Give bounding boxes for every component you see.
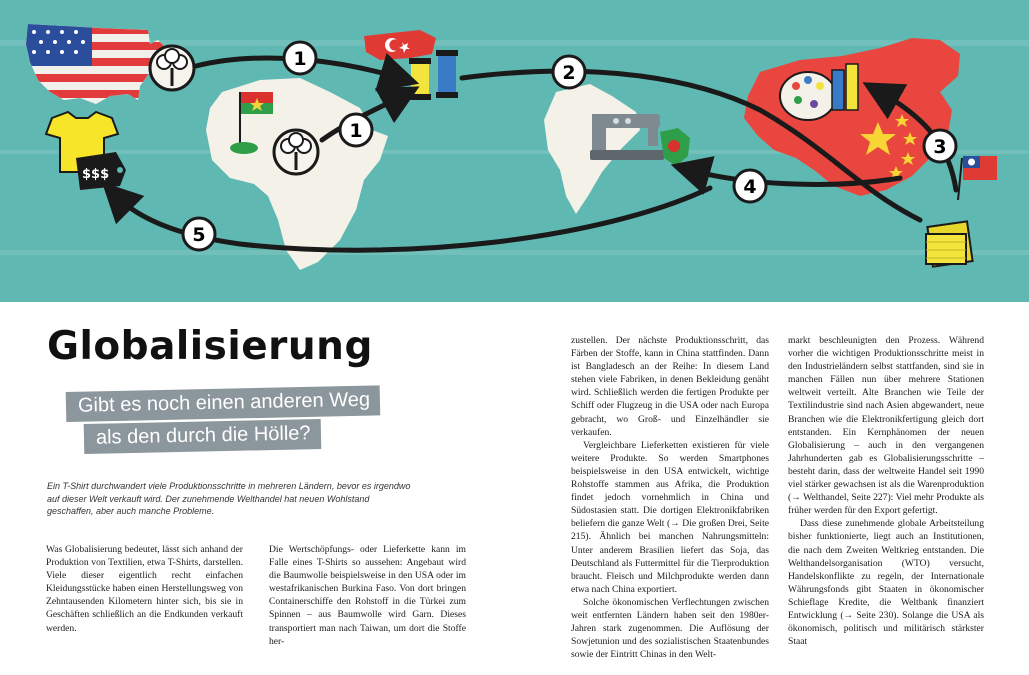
cotton-plant-icon: [150, 46, 194, 90]
paragraph: Was Globalisierung bedeutet, lässt sich anhand der Produktion von Textilien, etwa T-Shirts, darstellen. Viele dieser eigentlich recht einfachen Kleidungsstücke haben einen Herstellungsweg von Zehntausenden Kilometern hinter sich, bis sie in Geschäften schließlich an die Endkunden verkauft werden.: [46, 544, 243, 634]
step-number: 5: [192, 224, 206, 246]
step-number: 1: [293, 48, 307, 70]
paragraph: markt beschleunigten den Prozess. Während vorher die wichtigen Produktionsschritte meist in den Industrieländern selbst stattfanden, sind sie in manchen Fällen nun über mehrere Stationen weltweit verteilt. Alte Branchen wie Teile der Textilindustrie sind nach Asien abgewandert, neue Branchen wie die Elektronikfertigung gleich dort entstanden. Ein Kernphänomen der neuen Globalisierung – auch in den vergangenen Jahrhunderten gab es Globalisierungsschritte – besteht darin, dass der weltweite Handel seit 1990 viel stärker gewachsen ist als die Warenproduktion (→ Welthandel, Seite 227): Viel mehr Produkte als früher werden für den Export gefertigt.: [788, 335, 984, 517]
page-title: Globalisierung: [47, 324, 373, 369]
globalization-supply-chain-illustration: [0, 0, 1029, 302]
paragraph: zustellen. Der nächste Produktionsschritt, das Färben der Stoffe, kann in China stattfinden. Dann ist Bangladesch an der Reihe: In diesem Land stehen viele Fabriken, in denen Bekleidung genäht wird. Schließlich werden die fertigen Produkte per Schiff oder Flugzeug in die USA oder nach Europa gebracht, wo Groß- und Einzelhändler sie verkaufen.: [571, 335, 769, 438]
price-tag-icon: [76, 152, 126, 190]
step-number: 4: [743, 176, 757, 198]
step-badge-4: [734, 170, 766, 202]
paragraph: Die Wertschöpfungs- oder Lieferkette kann im Falle eines T-Shirts so aussehen: Angebaut wird die Baumwolle beispielsweise in den USA oder im westafrikanischen Burkina Faso. Von dort bringen Containerschiffe den Rohstoff in die Türkei zum Spinnen – aus Baumwolle wird Garn. Dieses transportiert man nach Taiwan, um dort die Stoffe her-: [269, 544, 466, 647]
fabric-swatches-icon: [926, 221, 973, 266]
step-number: 1: [349, 120, 363, 142]
text-column-4: [788, 334, 984, 648]
step-badge-2: [553, 56, 585, 88]
step-badge-5: [183, 218, 215, 250]
price-tag-label: $$$: [82, 167, 110, 182]
text-column-1: [46, 543, 243, 635]
paragraph: Dass diese zunehmende globale Arbeitsteilung bisher funktionierte, liegt auch an Institutionen, die nach dem Zweiten Weltkrieg entstanden. Die Welthandelsorganisation (WTO) versucht, Handelskonflikte zu regeln, der Internationale Währungsfonds gibt Staaten in ökonomischer Schieflage Kredite, die Weltbank finanziert Entwicklung (→ Seite 230). Solange die USA als ökonomisch, politisch und militärisch stärkster Staat: [788, 518, 984, 648]
step-badge-3: [924, 130, 956, 162]
paragraph: Solche ökonomischen Verflechtungen zwischen weit entfernten Ländern haben seit den 1980er-Jahren stark zugenommen. Die Auflösung der Sowjetunion und des sozialistischen Staatenbundes sowie der Eintritt Chinas in den Welt-: [571, 596, 769, 661]
paragraph: Vergleichbare Lieferketten existieren für viele weitere Produkte. So werden Smartphones beispielsweise in den USA entwickelt, wichtige Rohstoffe stammen aus Afrika, die Produktion findet jedoch vornehmlich in China und Südostasien statt. Die dortigen Elektronikfabriken beliefern die ganze Welt (→ Die großen Drei, Seite 215). Ähnlich bei manchen Nahrungsmitteln: Unter anderem Brasilien liefert das Soja, das Deutschland als Futtermittel für die Tierproduktion braucht. Fleisch und Milchprodukte werden dann etwa nach China exportiert.: [571, 439, 769, 595]
step-badge-1-usa: [284, 42, 316, 74]
step-number: 3: [933, 136, 947, 158]
text-column-3: [571, 334, 769, 661]
step-badge-1-africa: [340, 114, 372, 146]
text-column-2: [269, 543, 466, 648]
step-number: 2: [562, 62, 576, 84]
subtitle-line-1: Gibt es noch einen anderen Weg: [66, 385, 381, 422]
intro-text: Ein T-Shirt durchwandert viele Produktionsschritte in mehreren Ländern, bevor es irgendwo auf dieser Welt verkauft wird. Der zunehmende Welthandel hat neuen Wohlstand geschaffen, aber auch manche Probleme.: [47, 481, 411, 516]
subtitle-line-2: als den durch die Hölle?: [84, 419, 321, 454]
cotton-plant-icon: [274, 130, 318, 174]
